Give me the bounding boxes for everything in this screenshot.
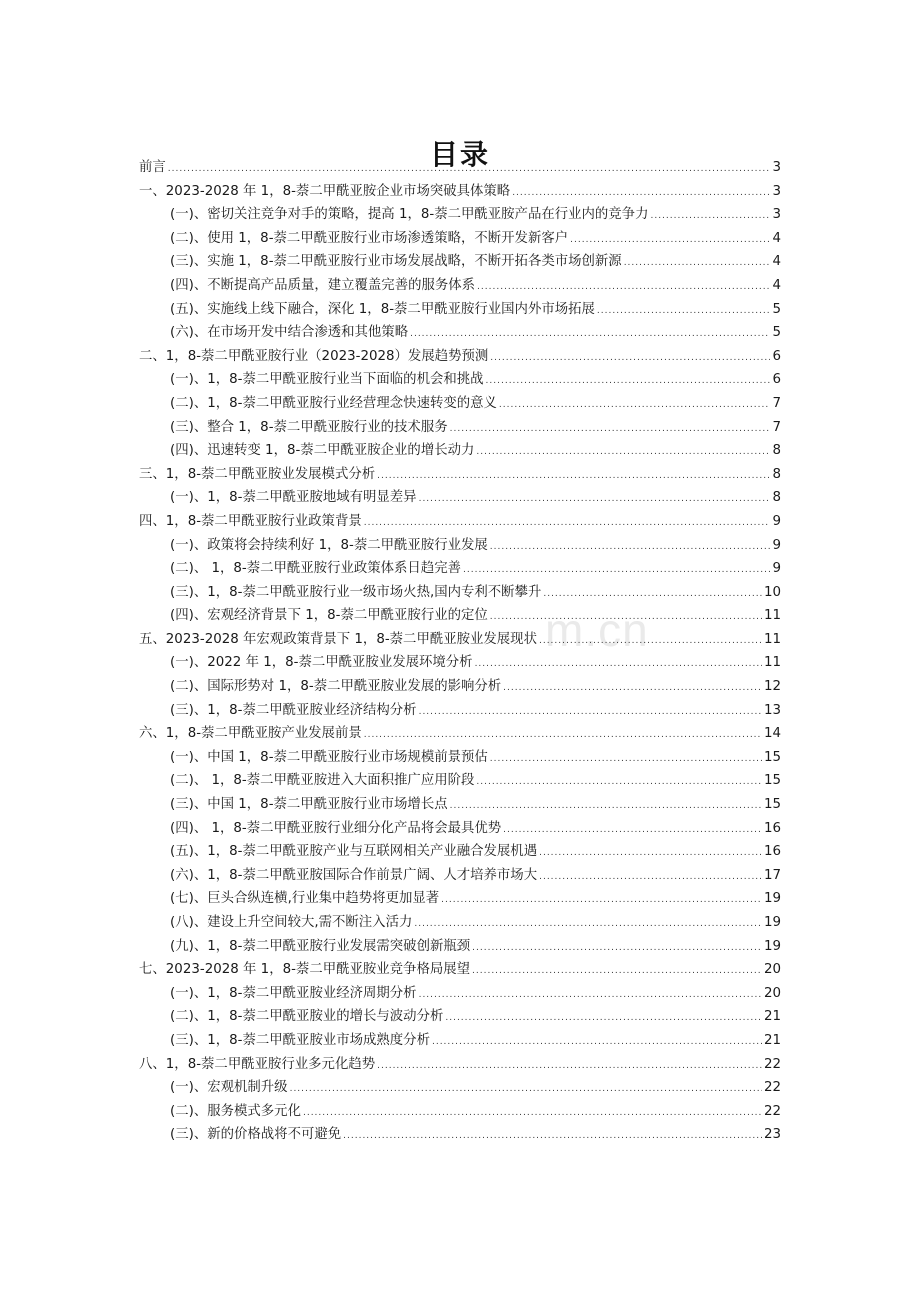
toc-entry-title: (一)、宏观机制升级 [170,1080,288,1096]
toc-chapter-entry[interactable] [139,156,781,180]
toc-entry-title: 前言 [139,160,166,175]
toc-page-number: 11 [763,631,781,647]
toc-entry-title: (四)、迅速转变 1，8-萘二甲酰亚胺企业的增长动力 [170,443,475,459]
toc-section-entry[interactable] [139,887,781,911]
toc-page-number: 9 [772,561,781,577]
toc-entry-title: (二)、1，8-萘二甲酰亚胺行业经营理念快速转变的意义 [170,395,497,411]
toc-page-number: 22 [763,1056,781,1072]
toc-dot-leader [432,1031,762,1053]
toc-dot-leader [419,701,762,723]
toc-section-entry[interactable] [139,1029,781,1053]
toc-entry-title: (四)、 1，8-萘二甲酰亚胺行业细分化产品将会最具优势 [170,820,502,836]
toc-page-number: 22 [763,1103,781,1119]
toc-dot-leader [543,583,762,605]
toc-page-number: 6 [772,348,781,364]
toc-page-number: 16 [763,820,781,836]
toc-page-number: 11 [763,655,781,671]
toc-page-number: 20 [763,985,781,1001]
toc-dot-leader [539,842,762,864]
toc-dot-leader [539,630,762,652]
toc-dot-leader [477,276,770,298]
toc-page-number: 6 [772,372,781,388]
toc-page-number: 4 [772,254,781,270]
toc-dot-leader [490,536,771,558]
toc-chapter-entry[interactable] [139,1053,781,1077]
toc-section-entry[interactable] [139,227,781,251]
toc-page-number: 7 [772,419,781,435]
toc-entry-title: (二)、国际形势对 1，8-萘二甲酰亚胺业发展的影响分析 [170,679,502,695]
toc-entry-title: (一)、2022 年 1，8-萘二甲酰亚胺业发展环境分析 [170,655,473,671]
toc-page-number: 19 [763,938,781,954]
toc-section-entry[interactable] [139,982,781,1006]
toc-entry-title: (一)、政策将会持续利好 1，8-萘二甲酰亚胺行业发展 [170,537,488,553]
toc-section-entry[interactable] [139,699,781,723]
toc-dot-leader [445,1007,762,1029]
toc-entry-title: (四)、宏观经济背景下 1，8-萘二甲酰亚胺行业的定位 [170,608,488,624]
toc-dot-leader [490,748,762,770]
toc-dot-leader [450,418,771,440]
toc-dot-leader [364,512,771,534]
toc-entry-title: (一)、1，8-萘二甲酰亚胺地域有明显差异 [170,490,417,506]
toc-dot-leader [475,653,762,675]
toc-page-number: 3 [772,160,781,175]
toc-dot-leader [624,252,771,274]
toc-section-entry[interactable] [139,203,781,227]
toc-page-number: 15 [763,797,781,813]
toc-section-entry[interactable] [139,368,781,392]
table-of-contents [139,156,781,1147]
toc-page-number: 21 [763,1009,781,1025]
toc-dot-leader [472,937,762,959]
toc-section-entry[interactable] [139,911,781,935]
toc-dot-leader [476,771,762,793]
toc-section-entry[interactable] [139,935,781,959]
toc-entry-title: (六)、在市场开发中结合渗透和其他策略 [170,325,409,341]
toc-section-entry[interactable] [139,817,781,841]
toc-entry-title: (三)、整合 1，8-萘二甲酰亚胺行业的技术服务 [170,419,448,435]
toc-dot-leader [539,866,762,888]
toc-chapter-entry[interactable] [139,958,781,982]
toc-page-number: 21 [763,1032,781,1048]
toc-section-entry[interactable] [139,604,781,628]
toc-entry-title: (二)、服务模式多元化 [170,1103,301,1119]
toc-page-number: 7 [772,395,781,411]
toc-dot-leader [450,795,762,817]
toc-chapter-entry[interactable] [139,628,781,652]
toc-section-entry[interactable] [139,298,781,322]
toc-dot-leader [512,182,770,204]
toc-dot-leader [570,229,770,251]
toc-entry-title: (八)、建设上升空间较大,需不断注入活力 [170,915,413,930]
toc-entry-title: (三)、1，8-萘二甲酰亚胺业市场成熟度分析 [170,1032,430,1048]
toc-chapter-entry[interactable] [139,180,781,204]
toc-section-entry[interactable] [139,250,781,274]
toc-page-number: 15 [763,773,781,789]
toc-entry-title: (五)、实施线上线下融合，深化 1，8-萘二甲酰亚胺行业国内外市场拓展 [170,301,595,317]
toc-entry-title: 五、2023-2028 年宏观政策背景下 1，8-萘二甲酰亚胺业发展现状 [139,631,537,647]
toc-entry-title: (四)、不断提高产品质量，建立覆盖完善的服务体系 [170,277,476,293]
toc-page-number: 19 [763,891,781,907]
toc-page-number: 11 [763,608,781,624]
toc-page-number: 9 [772,513,781,529]
toc-page-number: 8 [772,490,781,506]
toc-entry-title: (二)、 1，8-萘二甲酰亚胺行业政策体系日趋完善 [170,561,461,577]
toc-section-entry[interactable] [139,1005,781,1029]
toc-entry-title: (一)、1，8-萘二甲酰亚胺行业当下面临的机会和挑战 [170,372,484,388]
toc-page-number: 9 [772,537,781,553]
toc-entry-title: (七)、巨头合纵连横,行业集中趋势将更加显著 [170,891,440,907]
toc-dot-leader [377,465,770,487]
toc-dot-leader [419,984,762,1006]
toc-chapter-entry[interactable] [139,722,781,746]
toc-section-entry[interactable] [139,840,781,864]
toc-dot-leader [410,323,770,345]
toc-page-number: 3 [772,207,781,223]
toc-page-number: 3 [772,183,781,199]
toc-entry-title: (三)、1，8-萘二甲酰亚胺业经济结构分析 [170,702,417,718]
toc-dot-leader [650,205,770,227]
toc-section-entry[interactable] [139,793,781,817]
toc-entry-title: (五)、1，8-萘二甲酰亚胺产业与互联网相关产业融合发展机遇 [170,844,538,860]
toc-page-number: 22 [763,1080,781,1096]
toc-entry-title: (九)、1，8-萘二甲酰亚胺行业发展需突破创新瓶颈 [170,938,471,954]
toc-section-entry[interactable] [139,557,781,581]
toc-dot-leader [597,300,771,322]
toc-section-entry[interactable] [139,864,781,888]
toc-page-number: 13 [763,702,781,718]
toc-page-number: 23 [763,1127,781,1143]
toc-page-number: 10 [763,584,781,600]
toc-entry-title: 七、2023-2028 年 1，8-萘二甲酰亚胺业竞争格局展望 [139,962,471,978]
toc-dot-leader [414,913,762,935]
toc-entry-title: (一)、密切关注竞争对手的策略，提高 1，8-萘二甲酰亚胺产品在行业内的竞争力 [170,207,649,223]
toc-section-entry[interactable] [139,1123,781,1147]
toc-section-entry[interactable] [139,675,781,699]
toc-section-entry[interactable] [139,321,781,345]
toc-entry-title: (三)、1，8-萘二甲酰亚胺行业一级市场火热,国内专利不断攀升 [170,584,542,600]
toc-dot-leader [503,819,762,841]
toc-section-entry[interactable] [139,651,781,675]
toc-section-entry[interactable] [139,392,781,416]
toc-page-number: 19 [763,915,781,930]
toc-section-entry[interactable] [139,769,781,793]
toc-section-entry[interactable] [139,581,781,605]
toc-entry-title: (二)、 1，8-萘二甲酰亚胺进入大面积推广应用阶段 [170,773,475,789]
toc-page-number: 20 [763,962,781,978]
toc-entry-title: (二)、使用 1，8-萘二甲酰亚胺行业市场渗透策略，不断开发新客户 [170,230,569,246]
toc-entry-title: 三、1，8-萘二甲酰亚胺业发展模式分析 [139,466,376,482]
toc-page-number: 8 [772,443,781,459]
toc-page-number: 4 [772,277,781,293]
toc-page-number: 16 [763,844,781,860]
toc-page-number: 12 [763,679,781,695]
toc-dot-leader [472,960,762,982]
toc-page-number: 5 [772,301,781,317]
toc-section-entry[interactable] [139,534,781,558]
toc-dot-leader [419,488,771,510]
toc-dot-leader [503,677,762,699]
toc-section-entry[interactable] [139,439,781,463]
toc-page-number: 15 [763,749,781,765]
toc-section-entry[interactable] [139,1100,781,1124]
toc-entry-title: (三)、实施 1，8-萘二甲酰亚胺行业市场发展战略，不断开拓各类市场创新源 [170,254,622,270]
toc-page-number: 17 [763,867,781,883]
toc-dot-leader [463,559,770,581]
toc-chapter-entry[interactable] [139,345,781,369]
toc-section-entry[interactable] [139,274,781,298]
toc-entry-title: (一)、1，8-萘二甲酰亚胺业经济周期分析 [170,985,417,1001]
toc-entry-title: 六、1，8-萘二甲酰亚胺产业发展前景 [139,726,362,742]
toc-page-number: 8 [772,466,781,482]
watermark: m.cn [545,604,649,656]
toc-entry-title: 四、1，8-萘二甲酰亚胺行业政策背景 [139,513,362,529]
toc-entry-title: (三)、新的价格战将不可避免 [170,1127,342,1143]
toc-entry-title: (二)、1，8-萘二甲酰亚胺业的增长与波动分析 [170,1009,444,1025]
toc-dot-leader [441,889,762,911]
toc-entry-title: 二、1，8-萘二甲酰亚胺行业（2023-2028）发展趋势预测 [139,348,489,364]
toc-dot-leader [486,370,771,392]
toc-dot-leader [499,394,771,416]
toc-dot-leader [168,158,771,180]
toc-entry-title: 八、1，8-萘二甲酰亚胺行业多元化趋势 [139,1056,376,1072]
toc-entry-title: 一、2023-2028 年 1，8-萘二甲酰亚胺企业市场突破具体策略 [139,183,511,199]
toc-page-number: 4 [772,230,781,246]
toc-dot-leader [364,724,762,746]
toc-page-number: 5 [772,325,781,341]
toc-dot-leader [343,1125,762,1147]
toc-dot-leader [476,441,770,463]
toc-section-entry[interactable] [139,416,781,440]
toc-dot-leader [490,606,762,628]
toc-dot-leader [377,1055,762,1077]
toc-entry-title: (一)、中国 1，8-萘二甲酰亚胺行业市场规模前景预估 [170,749,488,765]
toc-dot-leader [490,347,770,369]
toc-entry-title: (六)、1，8-萘二甲酰亚胺国际合作前景广阔、人才培养市场大 [170,867,538,883]
toc-section-entry[interactable] [139,746,781,770]
toc-entry-title: (三)、中国 1，8-萘二甲酰亚胺行业市场增长点 [170,797,448,813]
toc-dot-leader [290,1078,762,1100]
toc-chapter-entry[interactable] [139,510,781,534]
toc-chapter-entry[interactable] [139,463,781,487]
toc-section-entry[interactable] [139,486,781,510]
toc-page-number: 14 [763,726,781,742]
toc-dot-leader [303,1102,762,1124]
toc-section-entry[interactable] [139,1076,781,1100]
page-title: 目录 [429,137,490,171]
